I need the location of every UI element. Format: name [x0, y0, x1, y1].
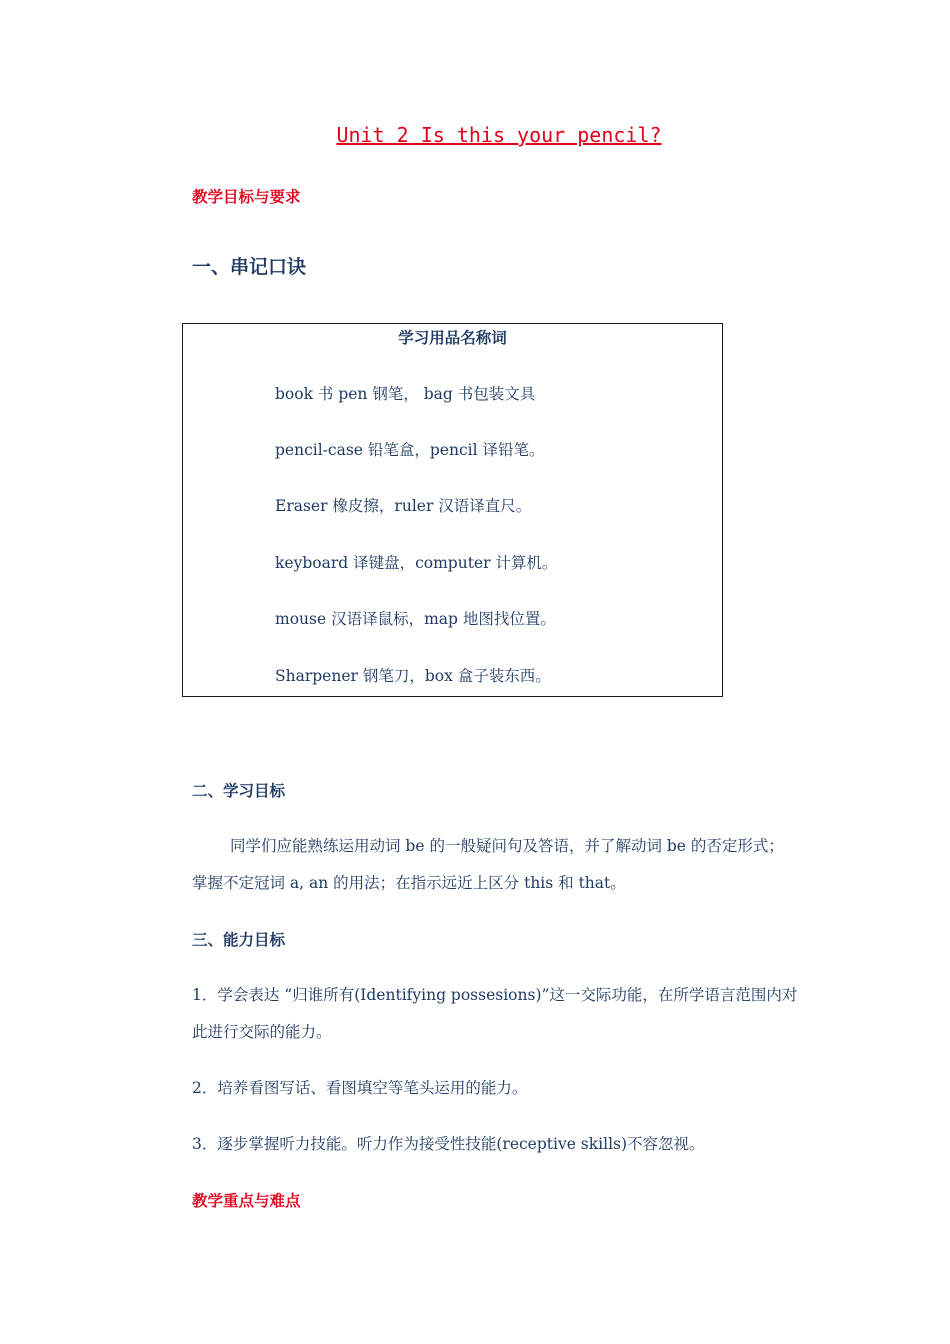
ability-item-3: 3．逐步掌握听力技能。听力作为接受性技能(receptive skills)不容忽视。	[192, 1135, 705, 1153]
section2-paragraph-line2: 掌握不定冠词 a, an 的用法；在指示远近上区分 this 和 that。	[192, 874, 626, 892]
ability-item-2: 2．培养看图写话、看图填空等笔头运用的能力。	[192, 1079, 528, 1097]
section2-paragraph-line1: 同学们应能熟练运用动词 be 的一般疑问句及答语，并了解动词 be 的否定形式；	[230, 837, 784, 855]
vocabulary-line: book 书 pen 钢笔， bag 书包装文具	[275, 385, 536, 403]
vocabulary-line: pencil-case 铅笔盒，pencil 译铅笔。	[275, 441, 545, 459]
ability-item-1-line2: 此进行交际的能力。	[192, 1023, 332, 1041]
section2-heading: 二、学习目标	[192, 782, 286, 800]
vocabulary-line: Sharpener 钢笔刀，box 盒子装东西。	[275, 667, 551, 685]
section1-heading: 一、串记口诀	[192, 256, 307, 278]
vocabulary-line: Eraser 橡皮擦，ruler 汉语译直尺。	[275, 497, 532, 515]
goals-heading: 教学目标与要求	[192, 188, 301, 206]
vocabulary-line: keyboard 译键盘，computer 计算机。	[275, 554, 558, 572]
vocabulary-box-title: 学习用品名称词	[398, 329, 507, 347]
ability-item-1-line1: 1．学会表达 “归谁所有(Identifying possesions)”这一交际功能，在所学语言范围内对	[192, 986, 798, 1004]
vocabulary-line: mouse 汉语译鼠标，map 地图找位置。	[275, 610, 556, 628]
key-points-heading: 教学重点与难点	[192, 1192, 301, 1210]
document-title: Unit 2 Is this your pencil?	[336, 123, 662, 147]
section3-heading: 三、能力目标	[192, 931, 286, 949]
